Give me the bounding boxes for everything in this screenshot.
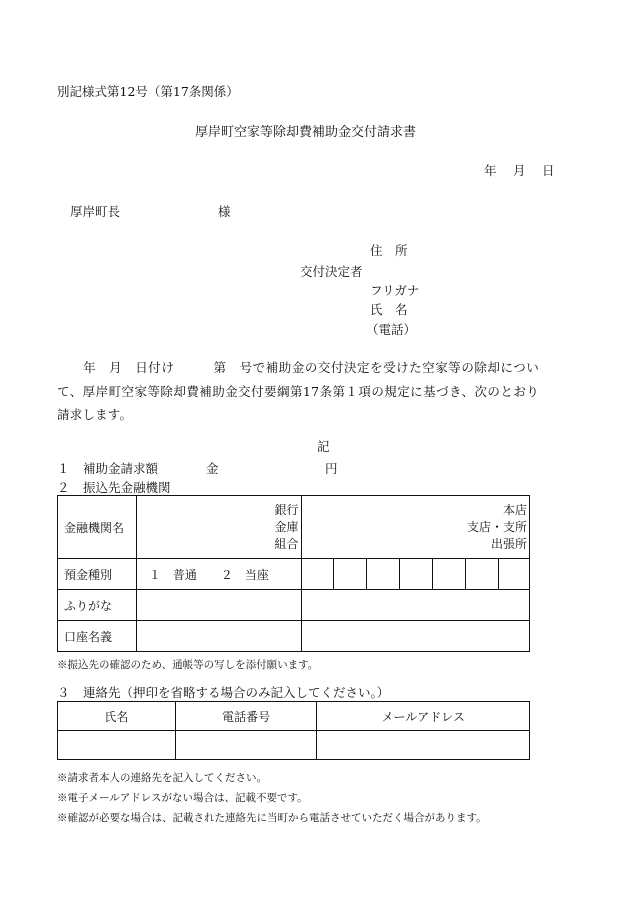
kumiai-type-label: 組合	[274, 536, 299, 551]
item-3-number: ３	[57, 685, 70, 700]
bank-type-label: 銀行	[274, 502, 299, 517]
item-1-label: 補助金請求額	[83, 461, 159, 476]
account-digit-cell[interactable]	[400, 559, 433, 590]
contact-name-field[interactable]	[58, 731, 176, 760]
note-confirm: ※確認が必要な場合は、記載された連絡先に当町から電話させていただく場合があります。	[57, 812, 487, 824]
account-holder-label: 口座名義	[58, 621, 137, 652]
deposit-type-label: 預金種別	[58, 559, 137, 590]
account-digit-cell[interactable]	[499, 559, 530, 590]
contact-table	[57, 701, 530, 760]
branch-label: 支店・支所	[466, 519, 527, 534]
phone-label: （電話）	[366, 322, 417, 337]
role-label: 交付決定者	[300, 264, 363, 279]
item-2-number: ２	[57, 480, 70, 495]
deposit-type-options[interactable]: １ 普通 ２ 当座	[136, 559, 301, 590]
sub-branch-label: 出張所	[490, 536, 527, 551]
contact-email-header: メールアドレス	[317, 702, 530, 731]
kin-label: 金	[206, 461, 219, 476]
branch-name-field[interactable]	[301, 496, 529, 559]
date-line: 年 月 日	[484, 163, 557, 178]
furigana-row-label: ふりがな	[58, 590, 137, 621]
yen-label: 円	[325, 461, 338, 476]
contact-email-field[interactable]	[317, 731, 530, 760]
name-label: 氏 名	[370, 302, 408, 317]
item-2-label: 振込先金融機関	[83, 480, 171, 495]
form-id: 別記様式第12号（第17条関係）	[57, 84, 239, 99]
account-holder-field-left[interactable]	[136, 621, 301, 652]
contact-header-row	[58, 702, 530, 731]
item-1-number: １	[57, 461, 70, 476]
document-title: 厚岸町空家等除却費補助金交付請求書	[195, 125, 417, 140]
request-body: 年 月 日付け 第 号で補助金の交付決定を受けた空家等の除却について、厚岸町空家等除却費補助金交付要綱第17条第１項の規定に基づき、次のとおり請求します。	[57, 360, 539, 422]
bank-table	[57, 495, 530, 652]
furigana-field-right[interactable]	[301, 590, 529, 621]
head-office-label: 本店	[502, 502, 527, 517]
addressee: 厚岸町長	[70, 204, 121, 219]
contact-phone-field[interactable]	[175, 731, 317, 760]
bank-note: ※振込先の確認のため、通帳等の写しを添付願います。	[57, 659, 319, 671]
contact-phone-header: 電話番号	[175, 702, 317, 731]
contact-input-row	[58, 731, 530, 760]
furigana-label: フリガナ	[370, 283, 420, 298]
bank-row-holder	[58, 621, 530, 652]
institution-name-field[interactable]	[136, 496, 301, 559]
account-digit-cell[interactable]	[433, 559, 466, 590]
kinko-type-label: 金庫	[274, 519, 299, 534]
address-label: 住 所	[370, 243, 408, 258]
bank-row-deposit	[58, 559, 530, 590]
note-email: ※電子メールアドレスがない場合は、記載不要です。	[57, 792, 308, 804]
account-digit-cell[interactable]	[334, 559, 367, 590]
contact-name-header: 氏名	[58, 702, 176, 731]
bank-row-institution	[58, 496, 530, 559]
institution-name-label: 金融機関名	[58, 496, 137, 559]
account-digit-cell[interactable]	[301, 559, 334, 590]
account-digit-cell[interactable]	[466, 559, 499, 590]
account-holder-field-right[interactable]	[301, 621, 529, 652]
item-3-label: 連絡先（押印を省略する場合のみ記入してください。）	[83, 685, 390, 700]
ki-heading: 記	[317, 439, 330, 454]
honorific: 様	[218, 204, 231, 219]
account-digit-cell[interactable]	[367, 559, 400, 590]
note-contact: ※請求者本人の連絡先を記入してください。	[57, 772, 267, 784]
bank-row-furigana	[58, 590, 530, 621]
furigana-field-left[interactable]	[136, 590, 301, 621]
